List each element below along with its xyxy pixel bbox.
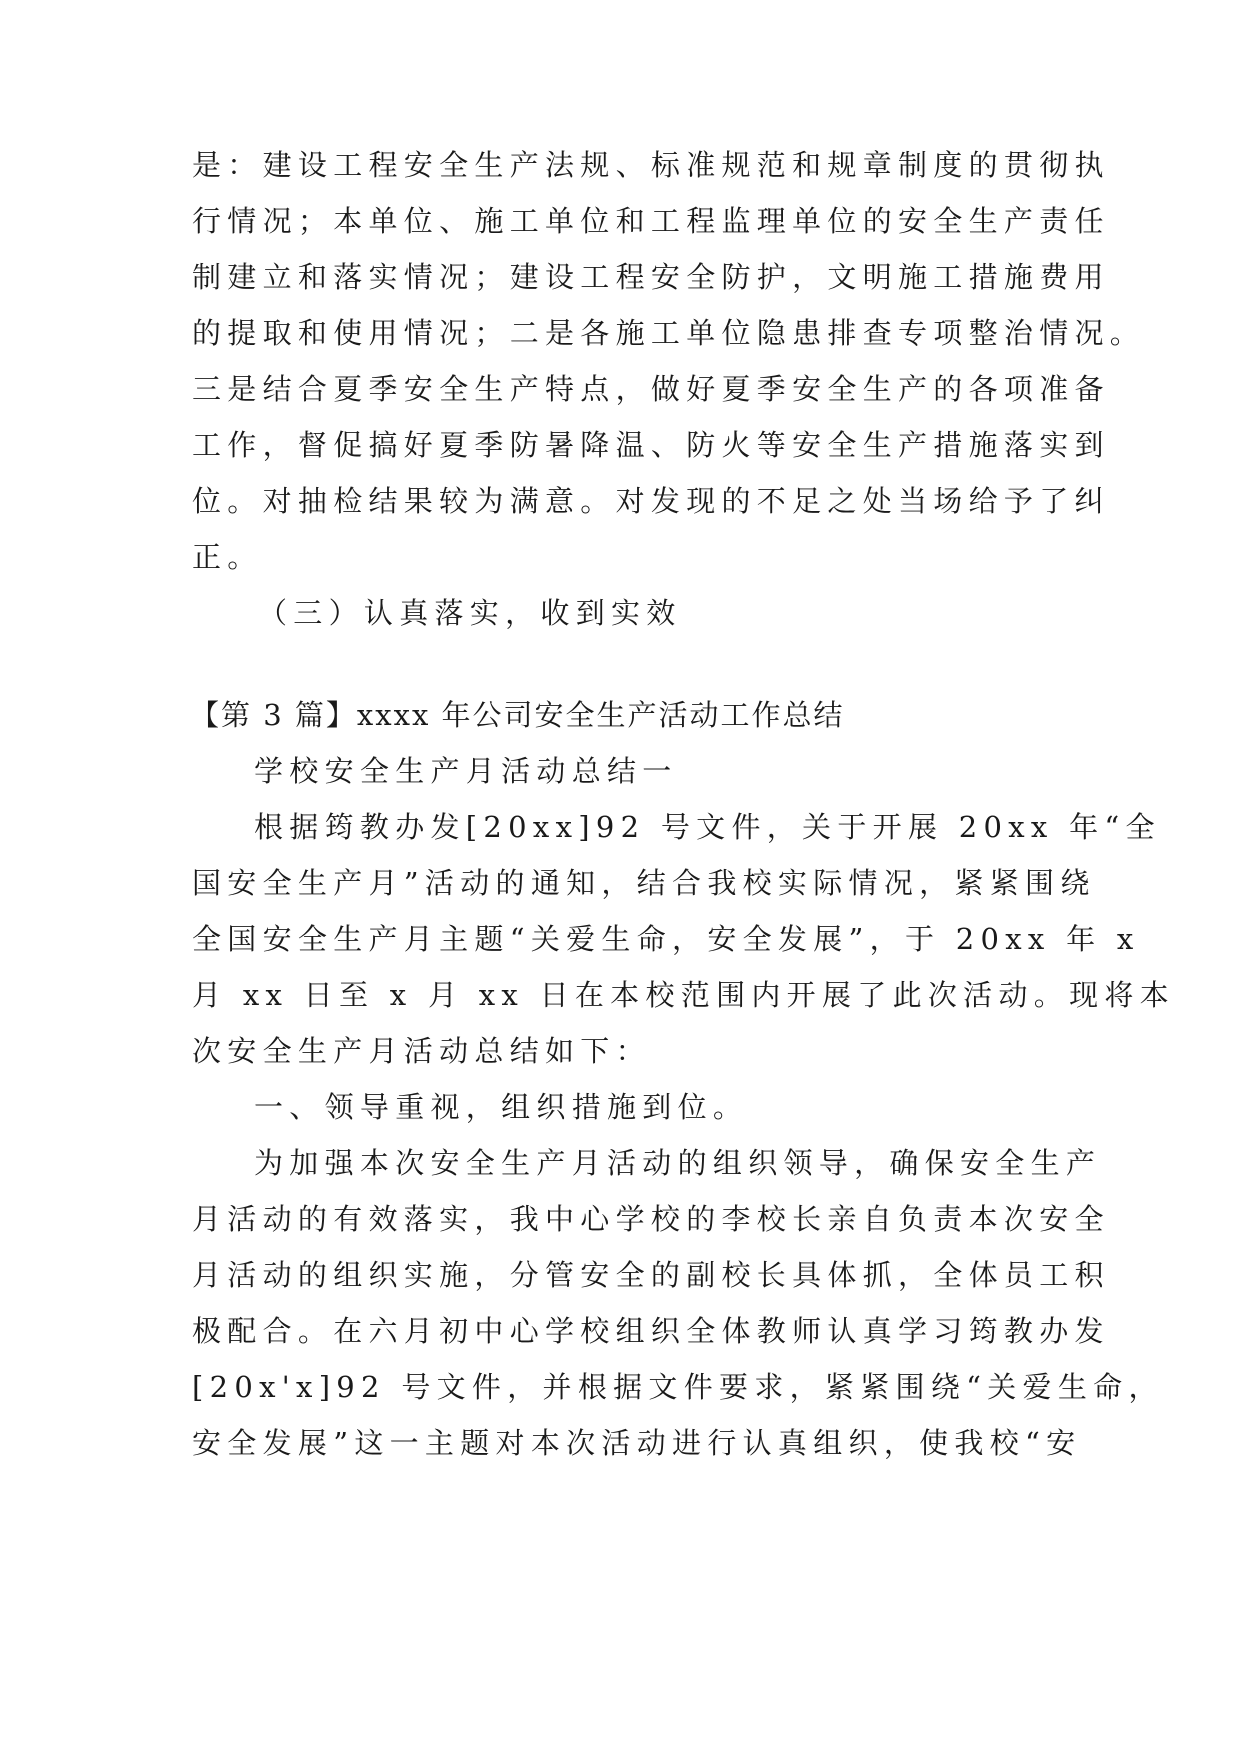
paragraph-line: 正。 [192,540,263,574]
paragraph-line: 月活动的有效落实，我中心学校的李校长亲自负责本次安全 [192,1202,1110,1236]
paragraph-line: 为加强本次安全生产月活动的组织领导，确保安全生产 [254,1146,1102,1180]
paragraph-line: 国安全生产月”活动的通知，结合我校实际情况，紧紧围绕 [192,866,1096,900]
paragraph-line: 三是结合夏季安全生产特点，做好夏季安全生产的各项准备 [192,372,1110,406]
paragraph-line: 极配合。在六月初中心学校组织全体教师认真学习筠教办发 [192,1314,1110,1348]
paragraph-line: 工作，督促搞好夏季防暑降温、防火等安全生产措施落实到 [192,428,1110,462]
section-subheading: （三）认真落实，收到实效 [258,596,682,630]
paragraph-line: 位。对抽检结果较为满意。对发现的不足之处当场给予了纠 [192,484,1110,518]
paragraph-line: [20x'x]92 号文件，并根据文件要求，紧紧围绕“关爱生命， [192,1370,1164,1404]
article-subtitle: 学校安全生产月活动总结一 [254,754,678,788]
paragraph-line: 次安全生产月活动总结如下： [192,1034,651,1068]
paragraph-line: 全国安全生产月主题“关爱生命，安全发展”，于 20xx 年 x [192,922,1140,956]
section-subheading: 一、领导重视，组织措施到位。 [254,1090,749,1124]
paragraph-line: 月活动的组织实施，分管安全的副校长具体抓，全体员工积 [192,1258,1110,1292]
paragraph-line: 根据筠教办发[20xx]92 号文件，关于开展 20xx 年“全 [254,810,1161,844]
paragraph-line: 的提取和使用情况；二是各施工单位隐患排查专项整治情况。 [192,316,1146,350]
paragraph-line: 月 xx 日至 x 月 xx 日在本校范围内开展了此次活动。现将本 [192,978,1175,1012]
paragraph-line: 是：建设工程安全生产法规、标准规范和规章制度的贯彻执 [192,148,1110,182]
paragraph-line: 制建立和落实情况；建设工程安全防护，文明施工措施费用 [192,260,1110,294]
paragraph-line: 行情况；本单位、施工单位和工程监理单位的安全生产责任 [192,204,1110,238]
paragraph-line: 安全发展”这一主题对本次活动进行认真组织，使我校“安 [192,1426,1082,1460]
article-title: 【第 3 篇】xxxx 年公司安全生产活动工作总结 [190,698,845,732]
